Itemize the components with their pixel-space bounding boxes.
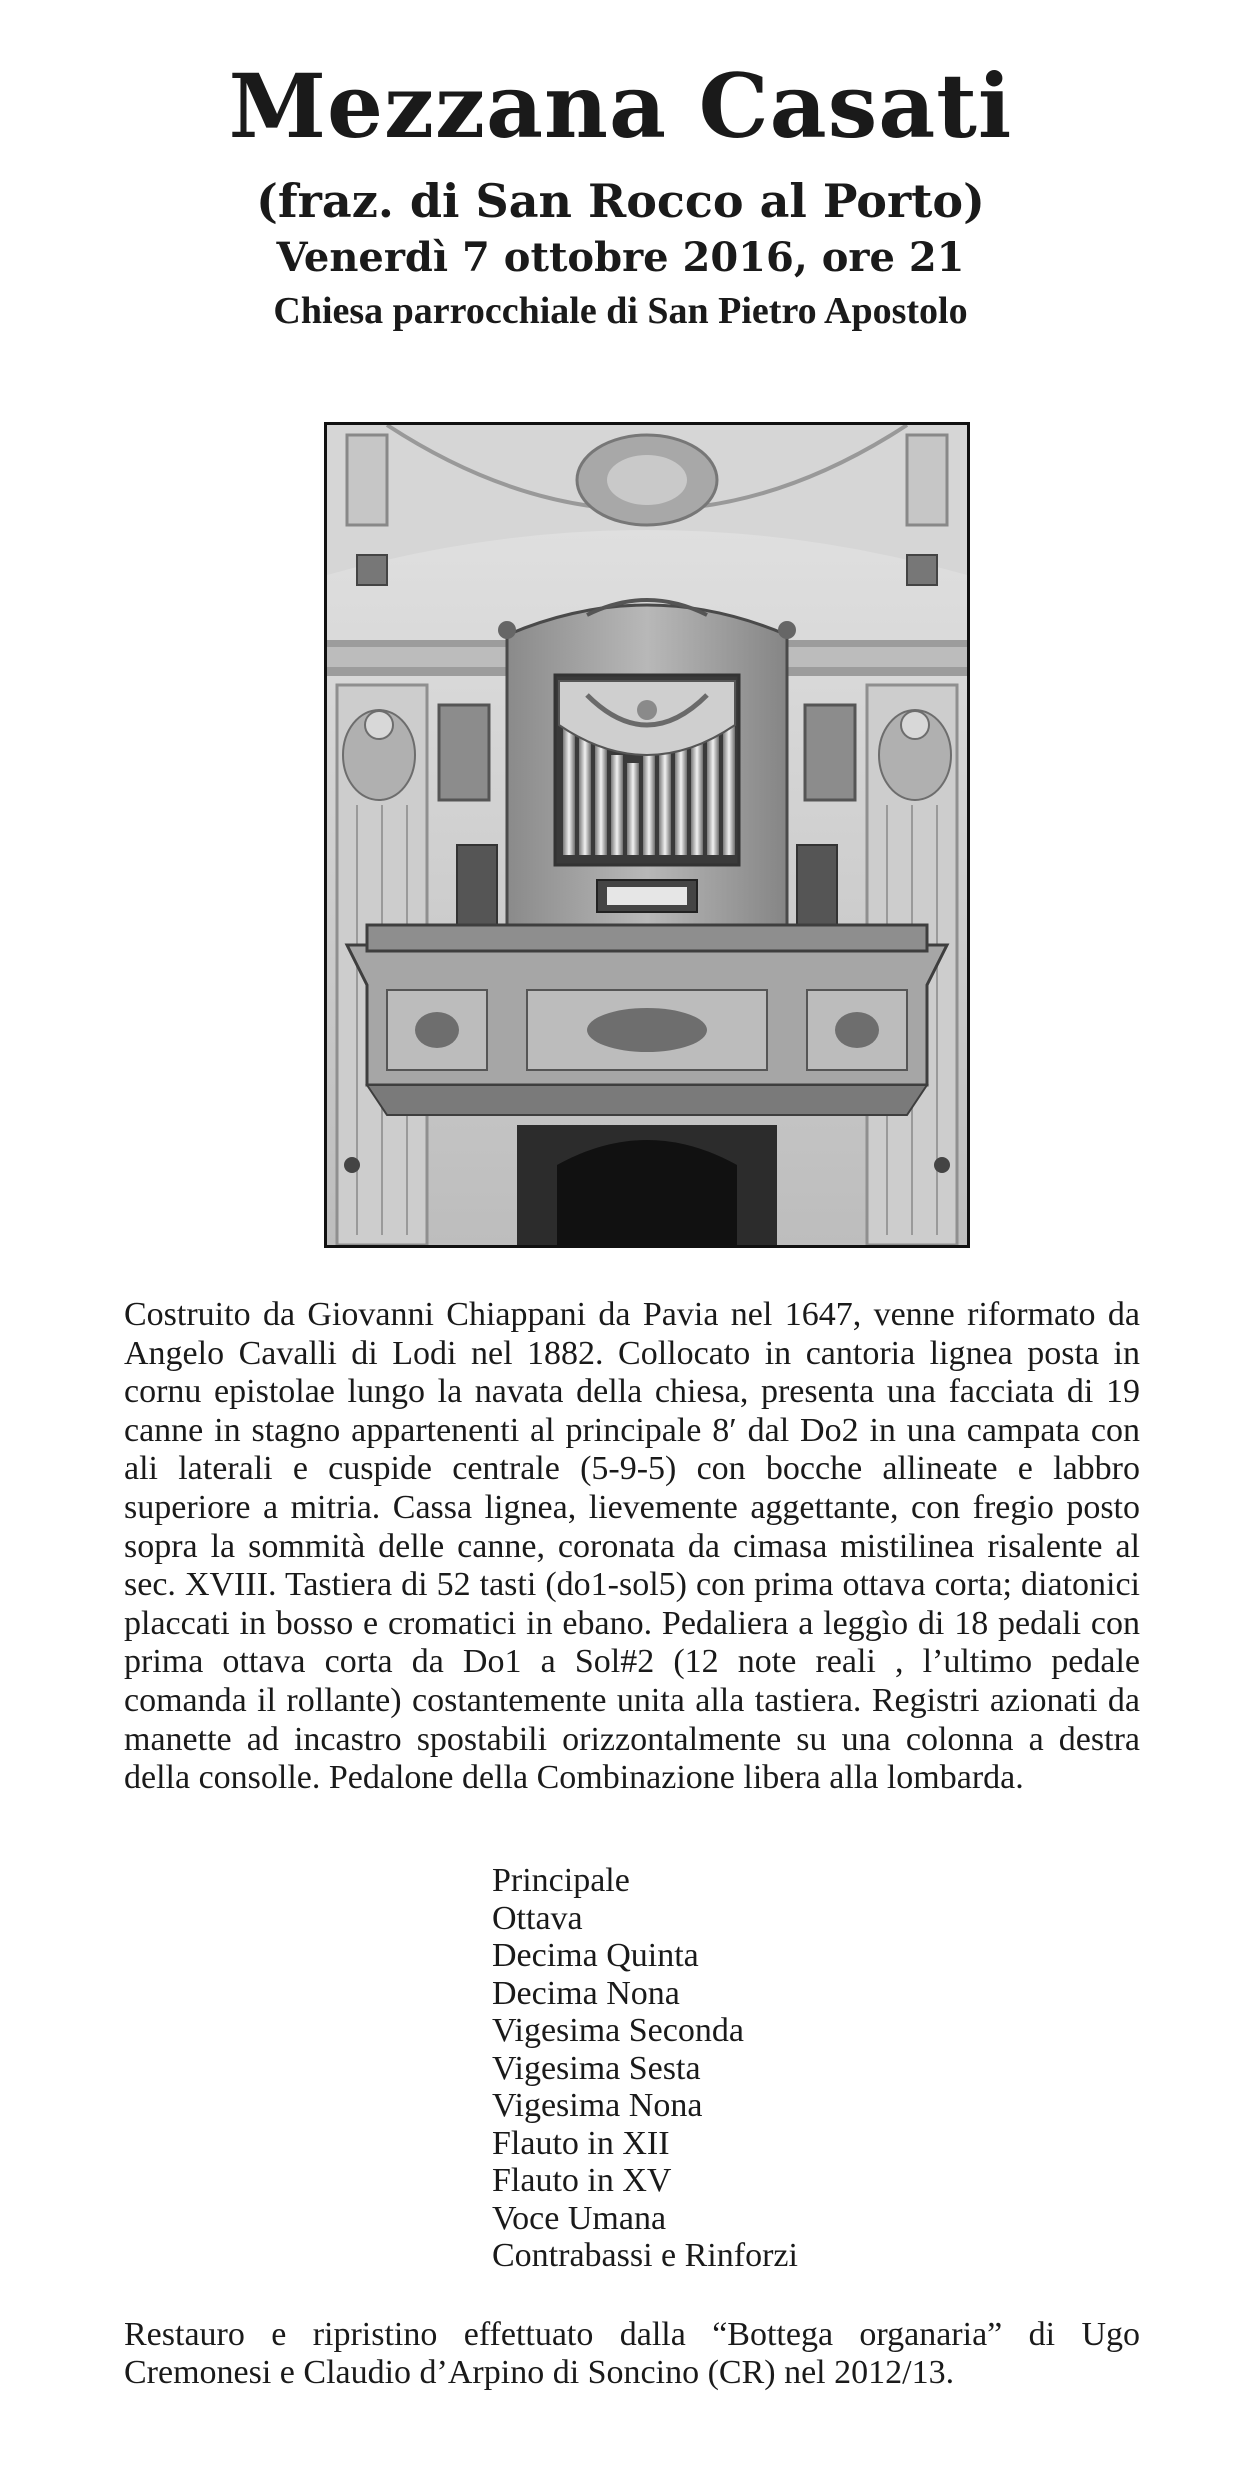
- stop-item: Ottava: [492, 1899, 583, 1937]
- page-title: Mezzana Casati: [228, 54, 1013, 158]
- church-name: Chiesa parrocchiale di San Pietro Apostolo: [273, 290, 968, 332]
- event-date: Venerdì 7 ottobre 2016, ore 21: [276, 234, 965, 281]
- organ-stops-list: [492, 1862, 798, 2275]
- stop-item: Flauto in XV: [492, 2162, 672, 2199]
- stop-item: Flauto in XII: [492, 2124, 670, 2162]
- organ-photo: [324, 422, 970, 1248]
- page-subtitle: (fraz. di San Rocco al Porto): [256, 174, 985, 228]
- restoration-note: Restauro e ripristino effettuato dalla “Bottega organaria” di Ugo Cremonesi e Claudio d’Arpino di Soncino (CR) nel 2012/13.: [124, 2316, 1140, 2391]
- stop-item: Vigesima Nona: [492, 2087, 703, 2124]
- stop-item: Vigesima Sesta: [492, 2049, 701, 2087]
- stop-item: Decima Nona: [492, 1974, 680, 2012]
- organ-description: Costruito da Giovanni Chiappani da Pavia nel 1647, venne riformato da Angelo Cavalli di Lodi nel 1882. Collocato in cantoria lignea posta in cornu epistolae lungo la navata della chiesa, presenta una facciata di 19 canne in stagno appartenenti al principale 8′ dal Do2 in una campata con ali laterali e cuspide centrale (5-9-5) con bocche allineate e labbro superiore a mitria. Cassa lignea, lievemente aggettante, con fregio posto sopra la sommità delle canne, coronata da cimasa mistilinea risalente al sec. XVIII. Tastiera di 52 tasti (do1-sol5) con prima ottava corta; diatonici placcati in bosso e cromatici in ebano. Pedaliera a leggìo di 18 pedali con prima ottava corta da Do1 a Sol#2 (12 note reali , l’ultimo pedale comanda il rollante) costantemente unita alla tastiera. Registri azionati da manette ad incastro spostabili orizzontalmente su una colonna a destra della consolle. Pedalone della Combinazione libera alla lombarda.: [124, 1296, 1140, 1797]
- stop-item: Principale: [492, 1862, 630, 1899]
- stop-item: Vigesima Seconda: [492, 2012, 744, 2049]
- stop-item: Contrabassi e Rinforzi: [492, 2237, 798, 2274]
- stop-item: Voce Umana: [492, 2199, 667, 2237]
- stop-item: Decima Quinta: [492, 1937, 699, 1974]
